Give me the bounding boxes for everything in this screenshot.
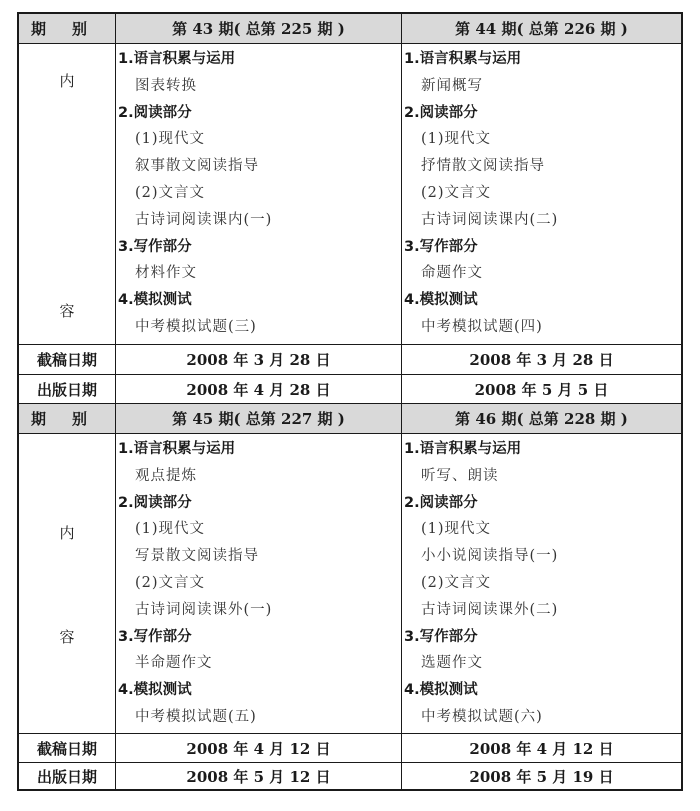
section-item: 古诗词阅读课外(二) [421,601,559,618]
section-title: 3.写作部分 [404,628,478,645]
section-item: 叙事散文阅读指导 [135,158,259,175]
issue-title-44: 第 44 期( 总第 226 期 ) [402,14,681,44]
period-label-1 [19,14,116,44]
issue-title-46: 第 46 期( 总第 228 期 ) [402,404,681,434]
section-item: 选题作文 [421,655,483,672]
section-item: 古诗词阅读课外(一) [135,601,273,618]
section-item: 听写、朗读 [421,467,499,484]
section-item: (1)现代文 [135,131,206,148]
period-label-char-a: 期 [31,410,47,428]
deadline-date-46: 2008 年 4 月 12 日 [402,734,681,763]
publish-date-46: 2008 年 5 月 19 日 [469,767,614,786]
content-label-char-b: 容 [59,628,75,646]
section-item: (1)现代文 [421,131,492,148]
section-item: 材料作文 [135,265,197,282]
publish-date-44: 2008 年 5 月 5 日 [402,375,681,404]
section-item: 中考模拟试题(三) [135,318,257,335]
section-item: 命题作文 [421,265,483,282]
section-item: 新闻概写 [421,77,483,94]
section-title: 4.模拟测试 [404,292,478,309]
publish-label-2: 出版日期 [19,763,116,789]
period-label-char-b: 别 [72,20,88,38]
publish-label-1: 出版日期 [19,375,116,404]
section-item: 古诗词阅读课内(一) [135,211,273,228]
section-title: 4.模拟测试 [118,682,192,699]
section-title: 2.阅读部分 [118,494,192,511]
schedule-table [17,12,683,791]
publish-date-45: 2008 年 5 月 12 日 [116,763,402,789]
content-label-char-a: 内 [59,524,75,542]
section-item: (1)现代文 [421,521,492,538]
section-title: 2.阅读部分 [404,494,478,511]
section-title: 3.写作部分 [404,238,478,255]
section-item: (2)文言文 [421,184,492,201]
issue-title-43: 第 43 期( 总第 225 期 ) [116,14,402,44]
issue-title-45: 第 45 期( 总第 227 期 ) [116,404,402,434]
section-title: 1.语言积累与运用 [404,51,522,67]
section-item: 抒情散文阅读指导 [421,158,545,175]
issue-contents-44 [402,44,681,345]
period-label-char-b: 别 [72,410,88,428]
section-title: 4.模拟测试 [118,292,192,309]
deadline-label-1: 截稿日期 [19,345,116,375]
section-item: 古诗词阅读课内(二) [421,211,559,228]
publish-date-43: 2008 年 4 月 28 日 [116,375,402,404]
section-item: 中考模拟试题(五) [135,708,257,725]
deadline-date-44: 2008 年 3 月 28 日 [402,345,681,375]
content-label-2 [19,434,116,734]
section-item: (2)文言文 [421,574,492,591]
section-title: 1.语言积累与运用 [118,51,236,67]
section-item: (1)现代文 [135,521,206,538]
section-item: 小小说阅读指导(一) [421,548,559,565]
period-label-2 [19,404,116,434]
section-title: 2.阅读部分 [118,104,192,121]
deadline-label-2: 截稿日期 [19,734,116,763]
section-title: 3.写作部分 [118,628,192,645]
section-item: (2)文言文 [135,184,206,201]
section-item: 观点提炼 [135,467,197,484]
issue-contents-46 [402,434,681,734]
content-label-char-b: 容 [59,302,75,320]
issue-contents-43 [116,44,402,345]
section-item: 中考模拟试题(六) [421,708,543,725]
section-item: 中考模拟试题(四) [421,318,543,335]
issue-contents-45 [116,434,402,734]
section-item: 图表转换 [135,77,197,94]
section-item: 半命题作文 [135,655,213,672]
content-label-char-a: 内 [59,72,75,90]
section-title: 3.写作部分 [118,238,192,255]
section-item: 写景散文阅读指导 [135,548,259,565]
period-label-char-a: 期 [31,20,47,38]
section-title: 2.阅读部分 [404,104,478,121]
section-item: (2)文言文 [135,574,206,591]
deadline-date-45: 2008 年 4 月 12 日 [116,734,402,763]
section-title: 1.语言积累与运用 [404,441,522,457]
section-title: 4.模拟测试 [404,682,478,699]
deadline-date-43: 2008 年 3 月 28 日 [116,345,402,375]
section-title: 1.语言积累与运用 [118,441,236,457]
content-label-1 [19,44,116,345]
